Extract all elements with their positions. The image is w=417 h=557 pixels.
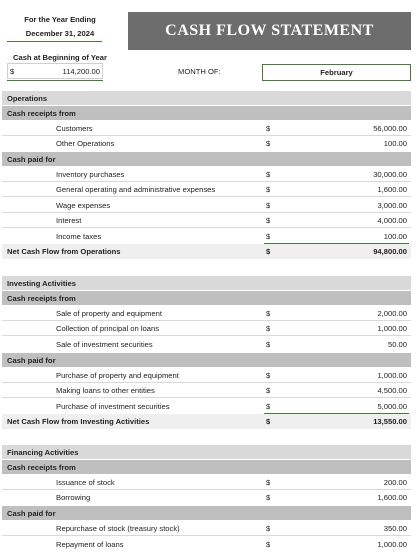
table-row[interactable]: [2, 306, 411, 321]
net-label: Net Cash Flow from Operations: [7, 247, 121, 256]
table-row[interactable]: [2, 321, 411, 336]
financing-receipts-header: Cash receipts from: [2, 460, 411, 474]
row-value[interactable]: 100.00: [383, 232, 407, 241]
row-label: Inventory purchases: [56, 169, 125, 179]
investing-receipts-header: Cash receipts from: [2, 291, 411, 305]
table-row[interactable]: [2, 399, 411, 414]
row-label: Repayment of loans: [56, 540, 124, 549]
row-currency: $: [266, 493, 271, 502]
table-row[interactable]: [2, 521, 411, 536]
row-value[interactable]: 1,000.00: [377, 370, 407, 380]
cash-begin-label: Cash at Beginning of Year: [13, 53, 107, 62]
operations-paid-header: Cash paid for: [2, 152, 411, 166]
table-row[interactable]: [2, 229, 411, 244]
table-row[interactable]: [2, 182, 411, 197]
row-currency: $: [266, 169, 271, 179]
row-label: Interest: [56, 215, 82, 225]
table-row[interactable]: [2, 198, 411, 213]
cash-begin-value[interactable]: 114,200.00: [62, 67, 100, 76]
row-label: Purchase of investment securities: [56, 402, 170, 411]
row-label: Making loans to other entities: [56, 385, 155, 395]
row-currency: $: [266, 123, 271, 133]
row-currency: $: [266, 308, 271, 318]
cash-begin-currency: $: [10, 67, 15, 76]
row-value[interactable]: 4,000.00: [377, 215, 407, 225]
row-value[interactable]: 3,000.00: [377, 200, 407, 210]
table-row[interactable]: [2, 167, 411, 182]
financing-header: Financing Activities: [2, 445, 411, 459]
row-currency: $: [266, 523, 271, 533]
row-value[interactable]: 100.00: [383, 139, 407, 148]
row-value[interactable]: 4,500.00: [377, 385, 407, 395]
financing-paid-header: Cash paid for: [2, 506, 411, 520]
table-row[interactable]: [2, 368, 411, 383]
row-currency: $: [266, 402, 271, 411]
row-value[interactable]: 1,000.00: [377, 540, 407, 549]
table-row[interactable]: [2, 490, 411, 505]
table-row[interactable]: [2, 337, 411, 352]
table-row[interactable]: [2, 475, 411, 490]
row-label: Repurchase of stock (treasury stock): [56, 523, 180, 533]
row-label: Wage expenses: [56, 200, 111, 210]
row-currency: $: [266, 139, 271, 148]
row-label: Issuance of stock: [56, 477, 115, 487]
row-label: Sale of property and equipment: [56, 308, 162, 318]
net-currency: $: [266, 417, 271, 426]
investing-paid-header: Cash paid for: [2, 353, 411, 367]
date-underline: [7, 41, 102, 42]
net-label: Net Cash Flow from Investing Activities: [7, 417, 150, 426]
net-currency: $: [266, 247, 271, 256]
row-currency: $: [266, 200, 271, 210]
row-label: Other Operations: [56, 139, 115, 148]
table-row[interactable]: [2, 213, 411, 228]
row-label: Customers: [56, 123, 93, 133]
row-value[interactable]: 30,000.00: [373, 169, 407, 179]
statement-title: CASH FLOW STATEMENT: [128, 12, 411, 50]
table-row[interactable]: [2, 136, 411, 151]
row-value[interactable]: 50.00: [387, 340, 407, 349]
row-currency: $: [266, 477, 271, 487]
row-label: Collection of principal on loans: [56, 323, 159, 333]
row-value[interactable]: 5,000.00: [377, 402, 407, 411]
row-value[interactable]: 200.00: [383, 477, 407, 487]
operations-header: Operations: [2, 91, 411, 105]
row-currency: $: [266, 232, 271, 241]
investing-header: Investing Activities: [2, 276, 411, 290]
year-ending-date[interactable]: December 31, 2024: [25, 29, 95, 38]
operations-net-row[interactable]: [2, 244, 411, 259]
cash-begin-underline: [7, 80, 103, 81]
row-label: Income taxes: [56, 232, 102, 241]
operations-receipts-header: Cash receipts from: [2, 106, 411, 120]
table-row[interactable]: [2, 537, 411, 552]
row-label: Borrowing: [56, 493, 91, 502]
net-value[interactable]: 13,550.00: [373, 417, 407, 426]
investing-net-row[interactable]: [2, 414, 411, 429]
month-cell[interactable]: February: [262, 64, 411, 81]
row-label: Sale of investment securities: [56, 340, 153, 349]
row-currency: $: [266, 340, 271, 349]
row-value[interactable]: 1,600.00: [377, 184, 407, 194]
year-ending-label: For the Year Ending: [24, 15, 96, 24]
row-label: Purchase of property and equipment: [56, 370, 179, 380]
row-currency: $: [266, 540, 271, 549]
row-currency: $: [266, 184, 271, 194]
row-currency: $: [266, 323, 271, 333]
row-currency: $: [266, 215, 271, 225]
row-value[interactable]: 1,600.00: [377, 493, 407, 502]
net-value[interactable]: 94,800.00: [373, 247, 407, 256]
row-label: General operating and administrative expenses: [56, 184, 216, 194]
table-row[interactable]: [2, 383, 411, 398]
row-value[interactable]: 2,000.00: [377, 308, 407, 318]
table-row[interactable]: [2, 121, 411, 136]
row-value[interactable]: 1,000.00: [377, 323, 407, 333]
row-value[interactable]: 350.00: [383, 523, 407, 533]
row-currency: $: [266, 385, 271, 395]
month-label: MONTH OF:: [178, 67, 221, 76]
row-currency: $: [266, 370, 271, 380]
row-value[interactable]: 56,000.00: [373, 123, 407, 133]
